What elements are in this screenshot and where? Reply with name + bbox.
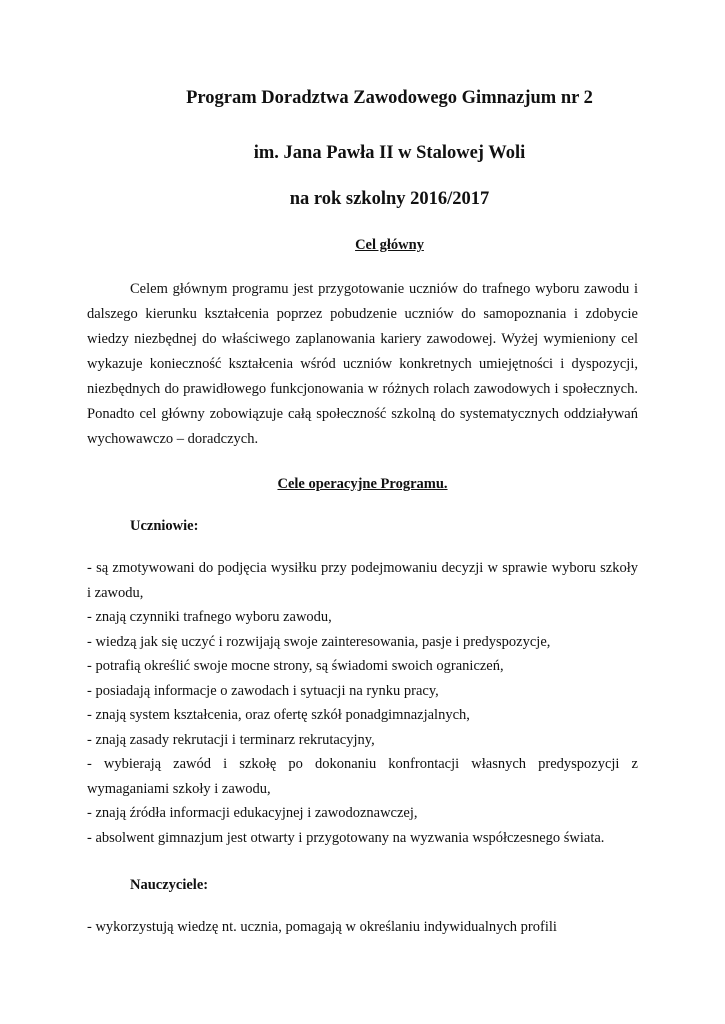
list-item: - znają źródła informacji edukacyjnej i zawodoznawczej, [87,805,418,821]
teachers-goals-list [87,915,638,940]
document-title-line-1: Program Doradztwa Zawodowego Gimnazjum nr 2 [186,88,593,108]
document-title-line-2: im. Jana Pawła II w Stalowej Woli [253,143,526,163]
students-label: Uczniowie: [130,518,199,534]
list-item: - potrafią określić swoje mocne strony, są świadomi swoich ograniczeń, [87,658,504,674]
operational-goals-heading: Cele operacyjne Programu. [277,476,448,492]
main-goal-paragraph: Celem głównym programu jest przygotowanie uczniów do trafnego wyboru zawodu i dalszego kierunku kształcenia poprzez pobudzenie uczniów do samopoznania i zdobycie wiedzy niezbędnej do właściwego zaplanowania kariery zawodowej. Wyżej wymieniony cel wykazuje konieczność kształcenia wśród uczniów konkretnych umiejętności i dyspozycji, niezbędnych do prawidłowego funkcjonowania w różnych rolach zawodowych i społecznych. Ponadto cel główny zobowiązuje całą społeczność szkolną do systematycznych oddziaływań wychowawczo – doradczych. [87,281,638,447]
students-goals-list [87,556,638,850]
main-goal-heading: Cel główny [355,237,424,253]
list-item: - posiadają informacje o zawodach i sytuacji na rynku pracy, [87,682,439,699]
list-item: - są zmotywowani do podjęcia wysiłku przy podejmowaniu decyzji w sprawie wyboru szkoły i zawodu, [87,560,638,601]
list-item: - znają czynniki trafnego wyboru zawodu, [87,609,332,625]
list-item: - absolwent gimnazjum jest otwarty i przygotowany na wyzwania współczesnego świata. [87,829,605,846]
list-item: - znają system kształcenia, oraz ofertę szkół ponadgimnazjalnych, [87,707,470,723]
list-item: - wybierają zawód i szkołę po dokonaniu konfrontacji własnych predyspozycji z wymaganiami szkoły i zawodu, [87,756,638,797]
list-item: - znają zasady rekrutacji i terminarz rekrutacyjny, [87,731,375,748]
list-item: - wiedzą jak się uczyć i rozwijają swoje zainteresowania, pasje i predyspozycje, [87,633,551,650]
document-title-line-3: na rok szkolny 2016/2017 [289,189,490,209]
teachers-label: Nauczyciele: [130,877,209,893]
list-item: - wykorzystują wiedzę nt. ucznia, pomagają w określaniu indywidualnych profili [87,919,557,935]
